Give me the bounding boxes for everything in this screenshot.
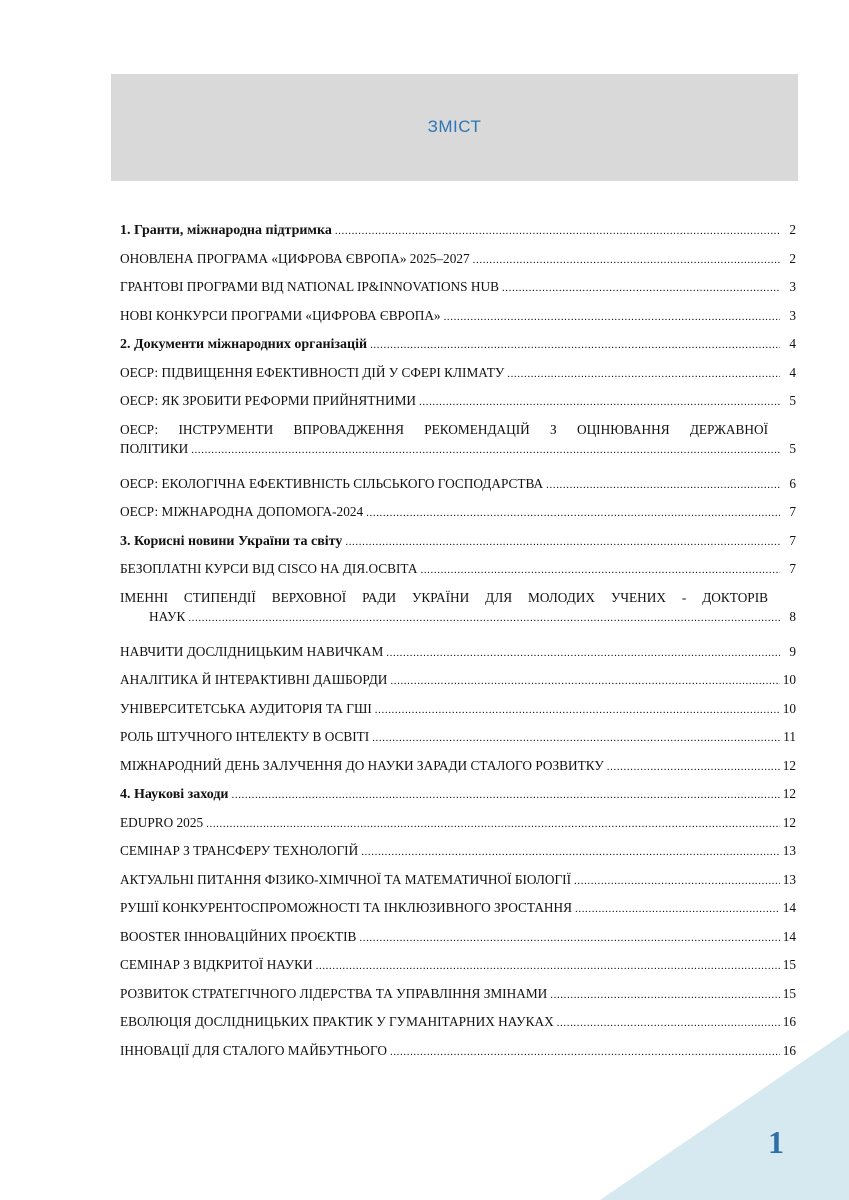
toc-entry-title: АНАЛІТИКА Й ІНТЕРАКТИВНІ ДАШБОРДИ (120, 672, 388, 687)
toc-page-number: 12 (782, 786, 796, 801)
toc-section-heading[interactable] (120, 222, 796, 251)
dot-leader (557, 1014, 780, 1031)
dot-leader (232, 787, 781, 803)
dot-leader (419, 393, 780, 410)
toc-entry[interactable] (120, 986, 796, 1015)
toc-page-number: 11 (783, 729, 796, 744)
toc-page-number: 4 (789, 336, 796, 351)
toc-entry[interactable] (120, 900, 796, 929)
toc-page-number: 9 (789, 643, 796, 659)
toc-page-number: 13 (782, 843, 796, 858)
dot-leader (444, 308, 780, 325)
toc-page-number: 13 (782, 871, 796, 887)
toc-entry-title: ОЕСР: ПІДВИЩЕННЯ ЕФЕКТИВНОСТІ ДІЙ У СФЕРІ КЛІМАТУ (120, 364, 505, 380)
toc-entry-title: ОНОВЛЕНА ПРОГРАМА «ЦИФРОВА ЄВРОПА» 2025–2027 (120, 250, 470, 266)
toc-entry[interactable] (120, 843, 796, 872)
toc-entry[interactable] (120, 476, 796, 505)
toc-entry[interactable] (120, 929, 796, 958)
table-of-contents (120, 222, 796, 1071)
toc-entry-title: ІМЕННІ СТИПЕНДІЇ ВЕРХОВНОЇ РАДИ УКРАЇНИ ДЛЯ МОЛОДИХ УЧЕНИХ - ДОКТОРІВ (120, 589, 768, 605)
toc-page-number: 7 (789, 561, 796, 576)
toc-entry[interactable] (120, 561, 796, 590)
toc-entry-title: НАВЧИТИ ДОСЛІДНИЦЬКИМ НАВИЧКАМ (120, 643, 384, 659)
toc-entry-title: ГРАНТОВІ ПРОГРАМИ ВІД NATIONAL IP&INNOVATIONS HUB (120, 279, 499, 294)
dot-leader (386, 644, 780, 661)
dot-leader (575, 900, 780, 917)
toc-page-number: 7 (789, 504, 796, 519)
toc-page-number: 15 (782, 985, 796, 1001)
dot-leader (345, 534, 780, 550)
toc-entry-title: ОЕСР: ІНСТРУМЕНТИ ВПРОВАДЖЕННЯ РЕКОМЕНДАЦІЙ З ОЦІНЮВАННЯ ДЕРЖАВНОЇ (120, 421, 768, 437)
toc-entry[interactable] (120, 815, 796, 844)
corner-decoration (600, 1030, 849, 1200)
toc-entry-title: ЕВОЛЮЦІЯ ДОСЛІДНИЦЬКИХ ПРАКТИК У ГУМАНІТАРНИХ НАУКАХ (120, 1014, 554, 1029)
toc-entry[interactable] (120, 251, 796, 280)
toc-entry[interactable] (120, 393, 796, 422)
dot-leader (191, 441, 780, 458)
toc-entry-title: ОЕСР: ЕКОЛОГІЧНА ЕФЕКТИВНІСТЬ СІЛЬСЬКОГО ГОСПОДАРСТВА (120, 475, 544, 491)
dot-leader (473, 251, 780, 268)
toc-entry-title: МІЖНАРОДНИЙ ДЕНЬ ЗАЛУЧЕННЯ ДО НАУКИ ЗАРАДИ СТАЛОГО РОЗВИТКУ (120, 757, 604, 773)
toc-entry-title: ОЕСР: ЯК ЗРОБИТИ РЕФОРМИ ПРИЙНЯТНИМИ (120, 393, 417, 408)
dot-leader (507, 365, 780, 382)
toc-entry[interactable] (120, 758, 796, 787)
toc-entry-title: BOOSTER ІННОВАЦІЙНИХ ПРОЄКТІВ (120, 928, 357, 944)
toc-entry[interactable] (120, 365, 796, 394)
dot-leader (370, 337, 780, 353)
toc-entry[interactable] (120, 672, 796, 701)
toc-entry[interactable] (120, 279, 796, 308)
dot-leader (502, 279, 780, 296)
toc-page-number: 6 (789, 475, 796, 491)
toc-page-number: 2 (789, 222, 796, 237)
toc-entry-title: ІННОВАЦІЇ ДЛЯ СТАЛОГО МАЙБУТНЬОГО (120, 1042, 387, 1058)
toc-page-number: 12 (782, 757, 796, 773)
toc-entry-title: ОЕСР: МІЖНАРОДНА ДОПОМОГА-2024 (120, 504, 364, 519)
toc-entry-title: 1. Гранти, міжнародна підтримка (120, 223, 332, 238)
toc-page-number: 3 (789, 279, 796, 294)
toc-page-number: 5 (789, 393, 796, 408)
toc-page-number: 4 (789, 364, 796, 380)
toc-entry[interactable] (120, 644, 796, 673)
toc-entry-title: НОВІ КОНКУРСИ ПРОГРАМИ «ЦИФРОВА ЄВРОПА» (120, 307, 441, 323)
toc-page-number: 8 (789, 608, 796, 624)
toc-entry-title: РОЗВИТОК СТРАТЕГІЧНОГО ЛІДЕРСТВА ТА УПРАВЛІННЯ ЗМІНАМИ (120, 985, 548, 1001)
header-box (111, 74, 798, 181)
toc-entry[interactable] (120, 590, 796, 644)
dot-leader (361, 843, 780, 860)
toc-entry-title: УНІВЕРСИТЕТСЬКА АУДИТОРІЯ ТА ГШІ (120, 700, 372, 716)
toc-page-number: 16 (782, 1014, 796, 1029)
dot-leader (372, 729, 780, 746)
dot-leader (607, 758, 780, 775)
toc-page-number: 15 (782, 957, 796, 972)
toc-page-number: 7 (789, 532, 796, 548)
dot-leader (188, 609, 780, 626)
dot-leader (375, 701, 780, 718)
dot-leader (550, 986, 780, 1003)
toc-entry[interactable] (120, 872, 796, 901)
toc-page-number: 14 (782, 928, 796, 944)
toc-entry-title: СЕМІНАР З ВІДКРИТОЇ НАУКИ (120, 957, 313, 972)
toc-page-number: 12 (782, 814, 796, 830)
toc-entry[interactable] (120, 957, 796, 986)
toc-entry[interactable] (120, 422, 796, 476)
dot-leader (206, 815, 780, 832)
toc-entry-title: РОЛЬ ШТУЧНОГО ІНТЕЛЕКТУ В ОСВІТІ (120, 729, 370, 744)
toc-entry[interactable] (120, 308, 796, 337)
toc-entry[interactable] (120, 701, 796, 730)
toc-entry[interactable] (120, 504, 796, 533)
toc-entry-title: EDUPRO 2025 (120, 814, 204, 830)
dot-leader (366, 504, 780, 521)
toc-entry-title-continued: ПОЛІТИКИ (120, 440, 189, 456)
toc-entry-title: РУШІЇ КОНКУРЕНТОСПРОМОЖНОСТІ ТА ІНКЛЮЗИВНОГО ЗРОСТАННЯ (120, 900, 572, 915)
toc-page-number: 14 (782, 900, 796, 915)
toc-entry-title: БЕЗОПЛАТНІ КУРСИ ВІД CISCO НА ДІЯ.ОСВІТА (120, 561, 418, 576)
dot-leader (420, 561, 780, 578)
dot-leader (546, 476, 780, 493)
toc-entry-title: 4. Наукові заходи (120, 787, 229, 802)
toc-entry-title: СЕМІНАР З ТРАНСФЕРУ ТЕХНОЛОГІЙ (120, 843, 359, 858)
toc-page-number: 5 (789, 440, 796, 456)
toc-page-number: 2 (789, 250, 796, 266)
dot-leader (359, 929, 780, 946)
dot-leader (335, 223, 780, 239)
toc-entry[interactable] (120, 729, 796, 758)
toc-entry-title: АКТУАЛЬНІ ПИТАННЯ ФІЗИКО-ХІМІЧНОЇ ТА МАТЕМАТИЧНОЇ БІОЛОГІЇ (120, 871, 572, 887)
toc-entry-title: 3. Корисні новини України та світу (120, 533, 343, 549)
toc-page-number: 16 (782, 1042, 796, 1058)
dot-leader (390, 672, 780, 689)
toc-page-number: 10 (782, 672, 796, 687)
toc-entry-title-continued: НАУК (149, 608, 186, 624)
page-number: 1 (768, 1124, 784, 1160)
toc-section-heading[interactable] (120, 786, 796, 815)
dot-leader (316, 957, 780, 974)
toc-section-heading[interactable] (120, 336, 796, 365)
dot-leader (574, 872, 780, 889)
page-title: ЗМІСТ (427, 116, 482, 136)
toc-entry-title: 2. Документи міжнародних організацій (120, 337, 368, 352)
toc-page-number: 3 (789, 307, 796, 323)
toc-section-heading[interactable] (120, 533, 796, 562)
toc-page-number: 10 (782, 700, 796, 716)
